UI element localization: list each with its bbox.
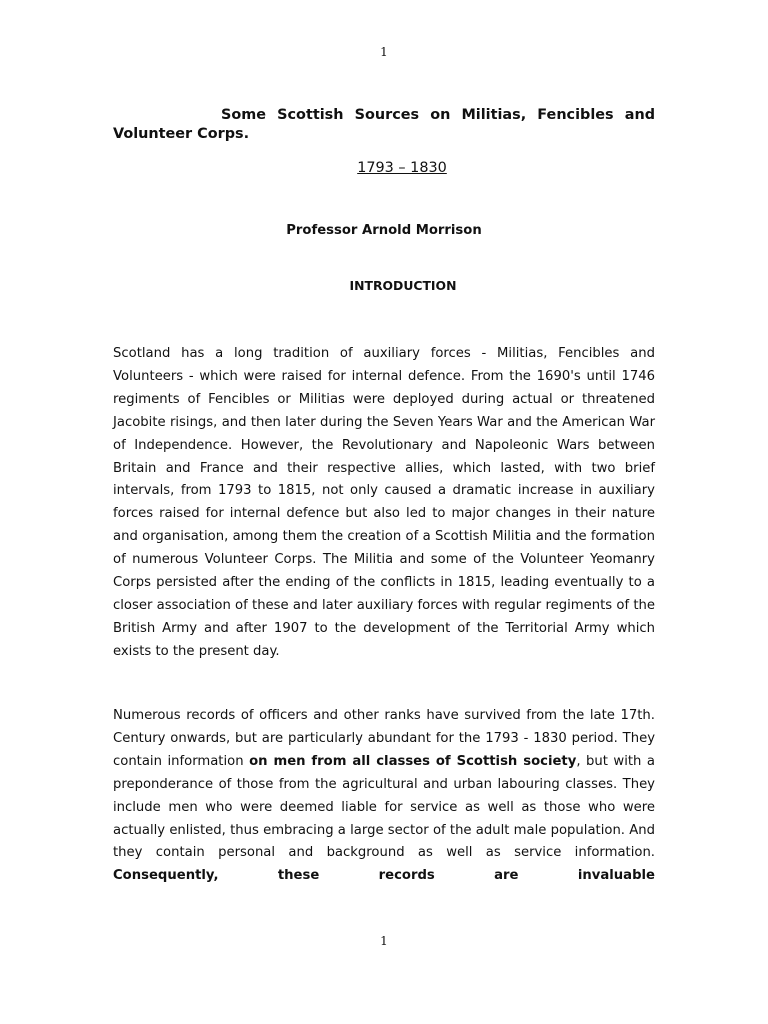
- paragraph-2: [113, 705, 655, 888]
- page-number-top: 1: [380, 45, 388, 59]
- paragraph-2-text-2: , but with a preponderance of those from the agricultural and urban labouring classes. They include men who were deemed liable for service as well as those who were actually enlisted, thus embracing a large sector of the adult male population. And they contain personal and background as well as service information.: [113, 753, 655, 861]
- paragraph-2-bold-1: on men from all classes of Scottish society: [249, 753, 577, 769]
- date-range-container: [113, 157, 655, 176]
- paragraph-1: Scotland has a long tradition of auxiliary forces - Militias, Fencibles and Volunteers - which were raised for internal defence. From the 1690's until 1746 regiments of Fencibles or Militias were deployed during actual or threatened Jacobite risings, and then later during the Seven Years War and the American War of Independence. However, the Revolutionary and Napoleonic Wars between Britain and France and their respective allies, which lasted, with two brief intervals, from 1793 to 1815, not only caused a dramatic increase in auxiliary forces raised for internal defence but also led to major changes in their nature and organisation, among them the creation of a Scottish Militia and the formation of numerous Volunteer Corps. The Militia and some of the Volunteer Yeomanry Corps persisted after the ending of the conflicts in 1815, leading eventually to a closer association of these and later auxiliary forces with regular regiments of the British Army and after 1907 to the development of the Territorial Army which exists to the present day.: [113, 346, 655, 659]
- section-heading: INTRODUCTION: [349, 278, 457, 293]
- author-name: Professor Arnold Morrison: [286, 223, 482, 238]
- date-range: 1793 – 1830: [357, 160, 447, 176]
- paragraph-2-text-1: Numerous records of officers and other ranks have survived from the late 17th. Century onwards, but are particularly abundant for the 1793 - 1830 period. They contain information: [113, 708, 655, 769]
- paragraph-2-bold-2: Consequently, these records are invaluable: [113, 868, 655, 884]
- document-title: Some Scottish Sources on Militias, Fencibles and Volunteer Corps.: [113, 107, 655, 142]
- page-number-bottom: 1: [380, 934, 388, 948]
